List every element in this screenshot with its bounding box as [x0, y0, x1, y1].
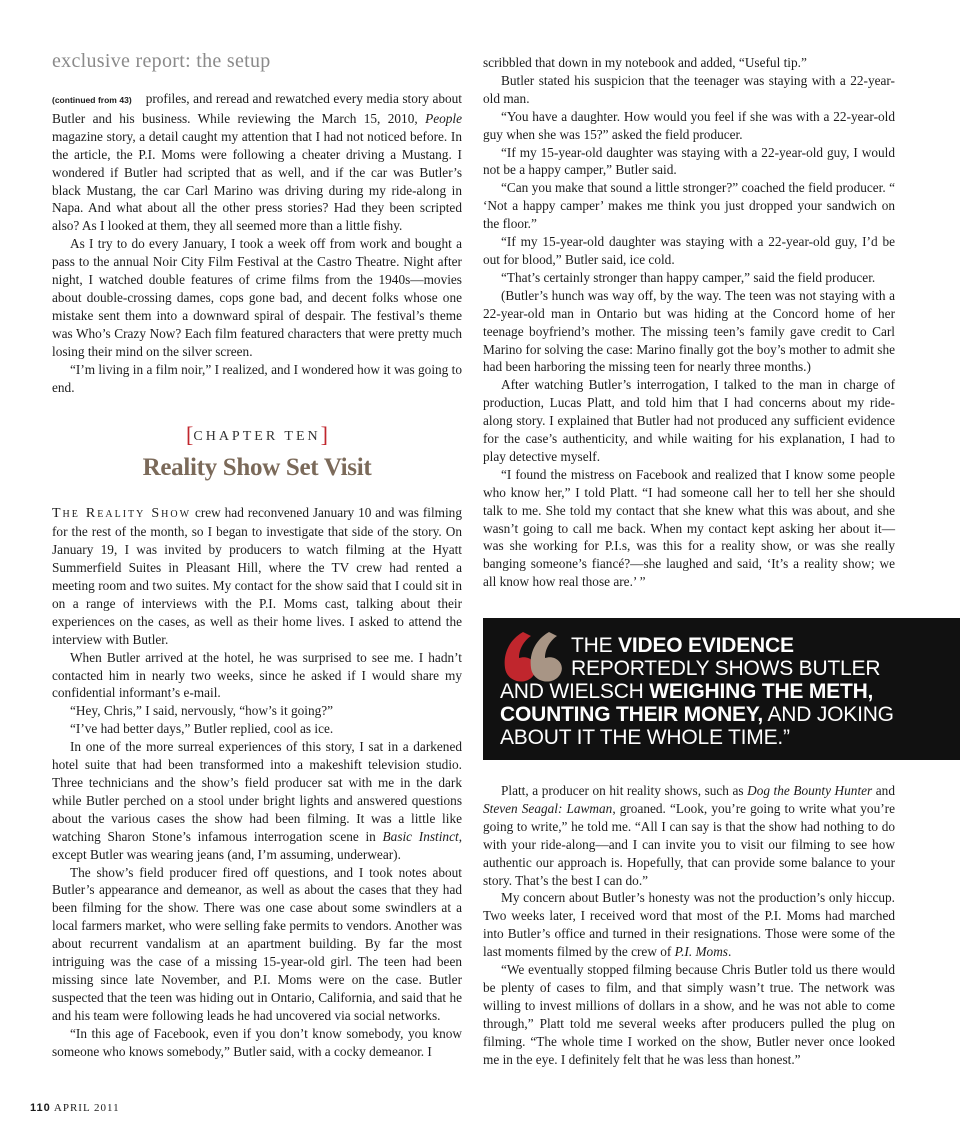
paragraph: “If my 15-year-old daughter was staying with a 22-year-old guy, I would not be a happy camper,” Butler said.	[483, 144, 895, 178]
paragraph: scribbled that down in my notebook and added, “Useful tip.”	[483, 55, 807, 70]
paragraph: As I try to do every January, I took a week off from work and bought a pass to the annual Noir City Film Festival at the Castro Theatre. Night after night, I watched double features of crime films from the 1940s—movies about double-crossing dames, cops gone bad, and decent folks whose one mistake sent them into a downward spiral of despair. The festival’s theme was Who’s Crazy Now? Each film featured characters that were pretty much losing their mind on the silver screen.	[52, 236, 462, 359]
right-column-bottom	[483, 782, 895, 1069]
paragraph: “You have a daughter. How would you feel if she was with a 22-year-old guy when she was 15?” asked the field producer.	[483, 108, 895, 142]
paragraph: “Hey, Chris,” I said, nervously, “how’s it going?”	[70, 703, 334, 719]
page-number: 110	[30, 1102, 51, 1114]
issue-date: APRIL 2011	[53, 1102, 120, 1114]
paragraph: After watching Butler’s interrogation, I talked to the man in charge of production, Lucas Platt, and told him that I had concerns about my ride-along story. I explained that Butler had not produced any sufficient evidence for the case’s authenticity, and while waiting for his explanation, I had to play detective myself.	[483, 377, 895, 464]
paragraph: My concern about Butler’s honesty was not the production’s only hiccup. Two weeks later, I received word that most of the P.I. Moms had marched into Butler’s office and turned in their resignations. Those were some of the last moments filmed by the crew of P.I. Moms.	[483, 890, 895, 960]
page-folio	[30, 1102, 120, 1114]
paragraph: The show’s field producer fired off questions, and I took notes about Butler’s appearance and demeanor, as well as about the cases that they had been filming for the show. There was one case about some swindlers at a local farmers market, who were selling fake permits to vendors. Another was about recurrent vandalism at an apartment building. By far the most intriguing was the case of a missing 15-year-old girl. The teen had been missing since late November, and P.I. Moms were on the case. Butler suspected that the teen was hiding out in Ontario, California, and said that he and his team were following leads he had uncovered via social networks.	[52, 864, 462, 1023]
chapter-title: Reality Show Set Visit	[142, 454, 372, 482]
continued-note: (continued from 43)	[52, 95, 132, 105]
paragraph: “We eventually stopped filming because Chris Butler told us there would be plenty of cases to film, and that simply wasn’t true. The network was willing to invest millions of dollars in a show, and he was not able to come through,” Platt told me several weeks after producers pulled the plug on filming. “The whole time I worked on the show, Butler never once looked me in the eye. I definitely felt that he was less than honest.”	[483, 962, 895, 1067]
paragraph: Butler stated his suspicion that the teenager was staying with a 22-year-old man.	[483, 72, 895, 106]
paragraph: “I’ve had better days,” Butler replied, cool as ice.	[70, 721, 334, 737]
pull-quote-line: AND WIELSCH WEIGHING THE METH,	[500, 680, 874, 703]
pull-quote-line: ABOUT IT THE WHOLE TIME.”	[500, 726, 790, 749]
paragraph: “In this age of Facebook, even if you don’t know somebody, you know someone who knows somebody,” Butler said, with a cocky demeanor. I	[52, 1025, 462, 1059]
paragraph: “That’s certainly stronger than happy camper,” said the field producer.	[501, 269, 876, 285]
chapter-label: [CHAPTER TEN]	[186, 422, 328, 448]
lead-in: The Reality Show	[52, 506, 192, 522]
left-column	[52, 90, 462, 1061]
paragraph: (continued from 43) profiles, and reread and rewatched every media story about Butler and his business. While reviewing the March 15, 2010, People magazine story, a detail caught my attention that I had not noticed before. In the article, the P.I. Moms were following a cheater driving a Mustang. I wondered if Butler had scripted that as well, and if the car was Butler’s black Mustang, the car Carl Marino was driving during my ride-along in Napa. And what about all the other press stories? Had they been scripted also? As I looked at them, they all seemed more than a little fishy.	[52, 91, 462, 234]
paragraph: Platt, a producer on hit reality shows, such as Dog the Bounty Hunter and Steven Seagal: Lawman, groaned. “Look, you’re going to write what you’re going to write,” he told me. “All I can say is that the show had nothing to do with your ride-along—and I can invite you to visit our filming to see how authentic our approach is. Hopefully, that can provide some balance to your story. That’s the best I can do.”	[483, 783, 895, 888]
paragraph: In one of the more surreal experiences of this story, I sat in a darkened hotel suite that had been transformed into a makeshift television studio. Three technicians and the show’s field producer sat with me in the dark while Butler perched on a stool under bright lights and answered questions about the various cases the show had been filming. It was a little like watching Sharon Stone’s infamous interrogation scene in Basic Instinct, except Butler was wearing jeans (and, I’m assuming, underwear).	[52, 739, 463, 862]
paragraph: (Butler’s hunch was way off, by the way. The teen was not staying with a 22-year-old man in Ontario but was hiding at the Concord home of her teenage boyfriend’s mother. The missing teen’s family gave credit to Carl Marino for solving the case: Marino finally got the boy’s mother to admit she had been harboring the missing teen for nearly three months.)	[483, 287, 895, 375]
pull-quote-line: THE VIDEO EVIDENCE	[571, 634, 794, 657]
paragraph: “I’m living in a film noir,” I realized, and I wondered how it was going to end.	[52, 361, 462, 395]
paragraph: When Butler arrived at the hotel, he was surprised to see me. I hadn’t contacted him in nearly two weeks, since he asked if I would share my confidential informant’s e-mail.	[52, 649, 462, 701]
section-header: exclusive report: the setup	[52, 50, 271, 72]
pull-quote	[483, 618, 960, 760]
paragraph: “Can you make that sound a little stronger?” coached the field producer. “ ‘Not a happy camper’ makes me think you just dropped your sandwich on the floor.”	[483, 180, 895, 232]
paragraph: The Reality Show crew had reconvened January 10 and was filming for the rest of the month, so I began to investigate that side of the story. On January 19, I was invited by producers to watch filming at the Hyatt Summerfield Suites in Pleasant Hill, where the TV crew had rented a meeting room and two suites. My contact for the show said that I could sit in on a range of interviews with the P.I. Moms cast, talking about their experiences on the cases, as well as their home lives. I asked to attend the interview with Butler.	[52, 505, 462, 647]
pull-quote-line: REPORTEDLY SHOWS BUTLER	[571, 657, 881, 680]
paragraph: “I found the mistress on Facebook and realized that I know some people who know her,” I told Platt. “I had someone call her to tell her she should talk to me. She told my contact that she knew what this was about, and she wasn’t going to call me back. When my contact kept asking her about it—was she working for P.I.s, was this for a reality show, or was she really banging someone’s fiancé?—she laughed and said, ‘It’s a reality show; we all know how real those are.’ ”	[483, 466, 895, 590]
paragraph: “If my 15-year-old daughter was staying with a 22-year-old guy, I’d be out for blood,” Butler said, ice cold.	[483, 234, 895, 267]
right-column-top	[483, 54, 895, 591]
pull-quote-line: COUNTING THEIR MONEY, AND JOKING	[500, 703, 894, 726]
